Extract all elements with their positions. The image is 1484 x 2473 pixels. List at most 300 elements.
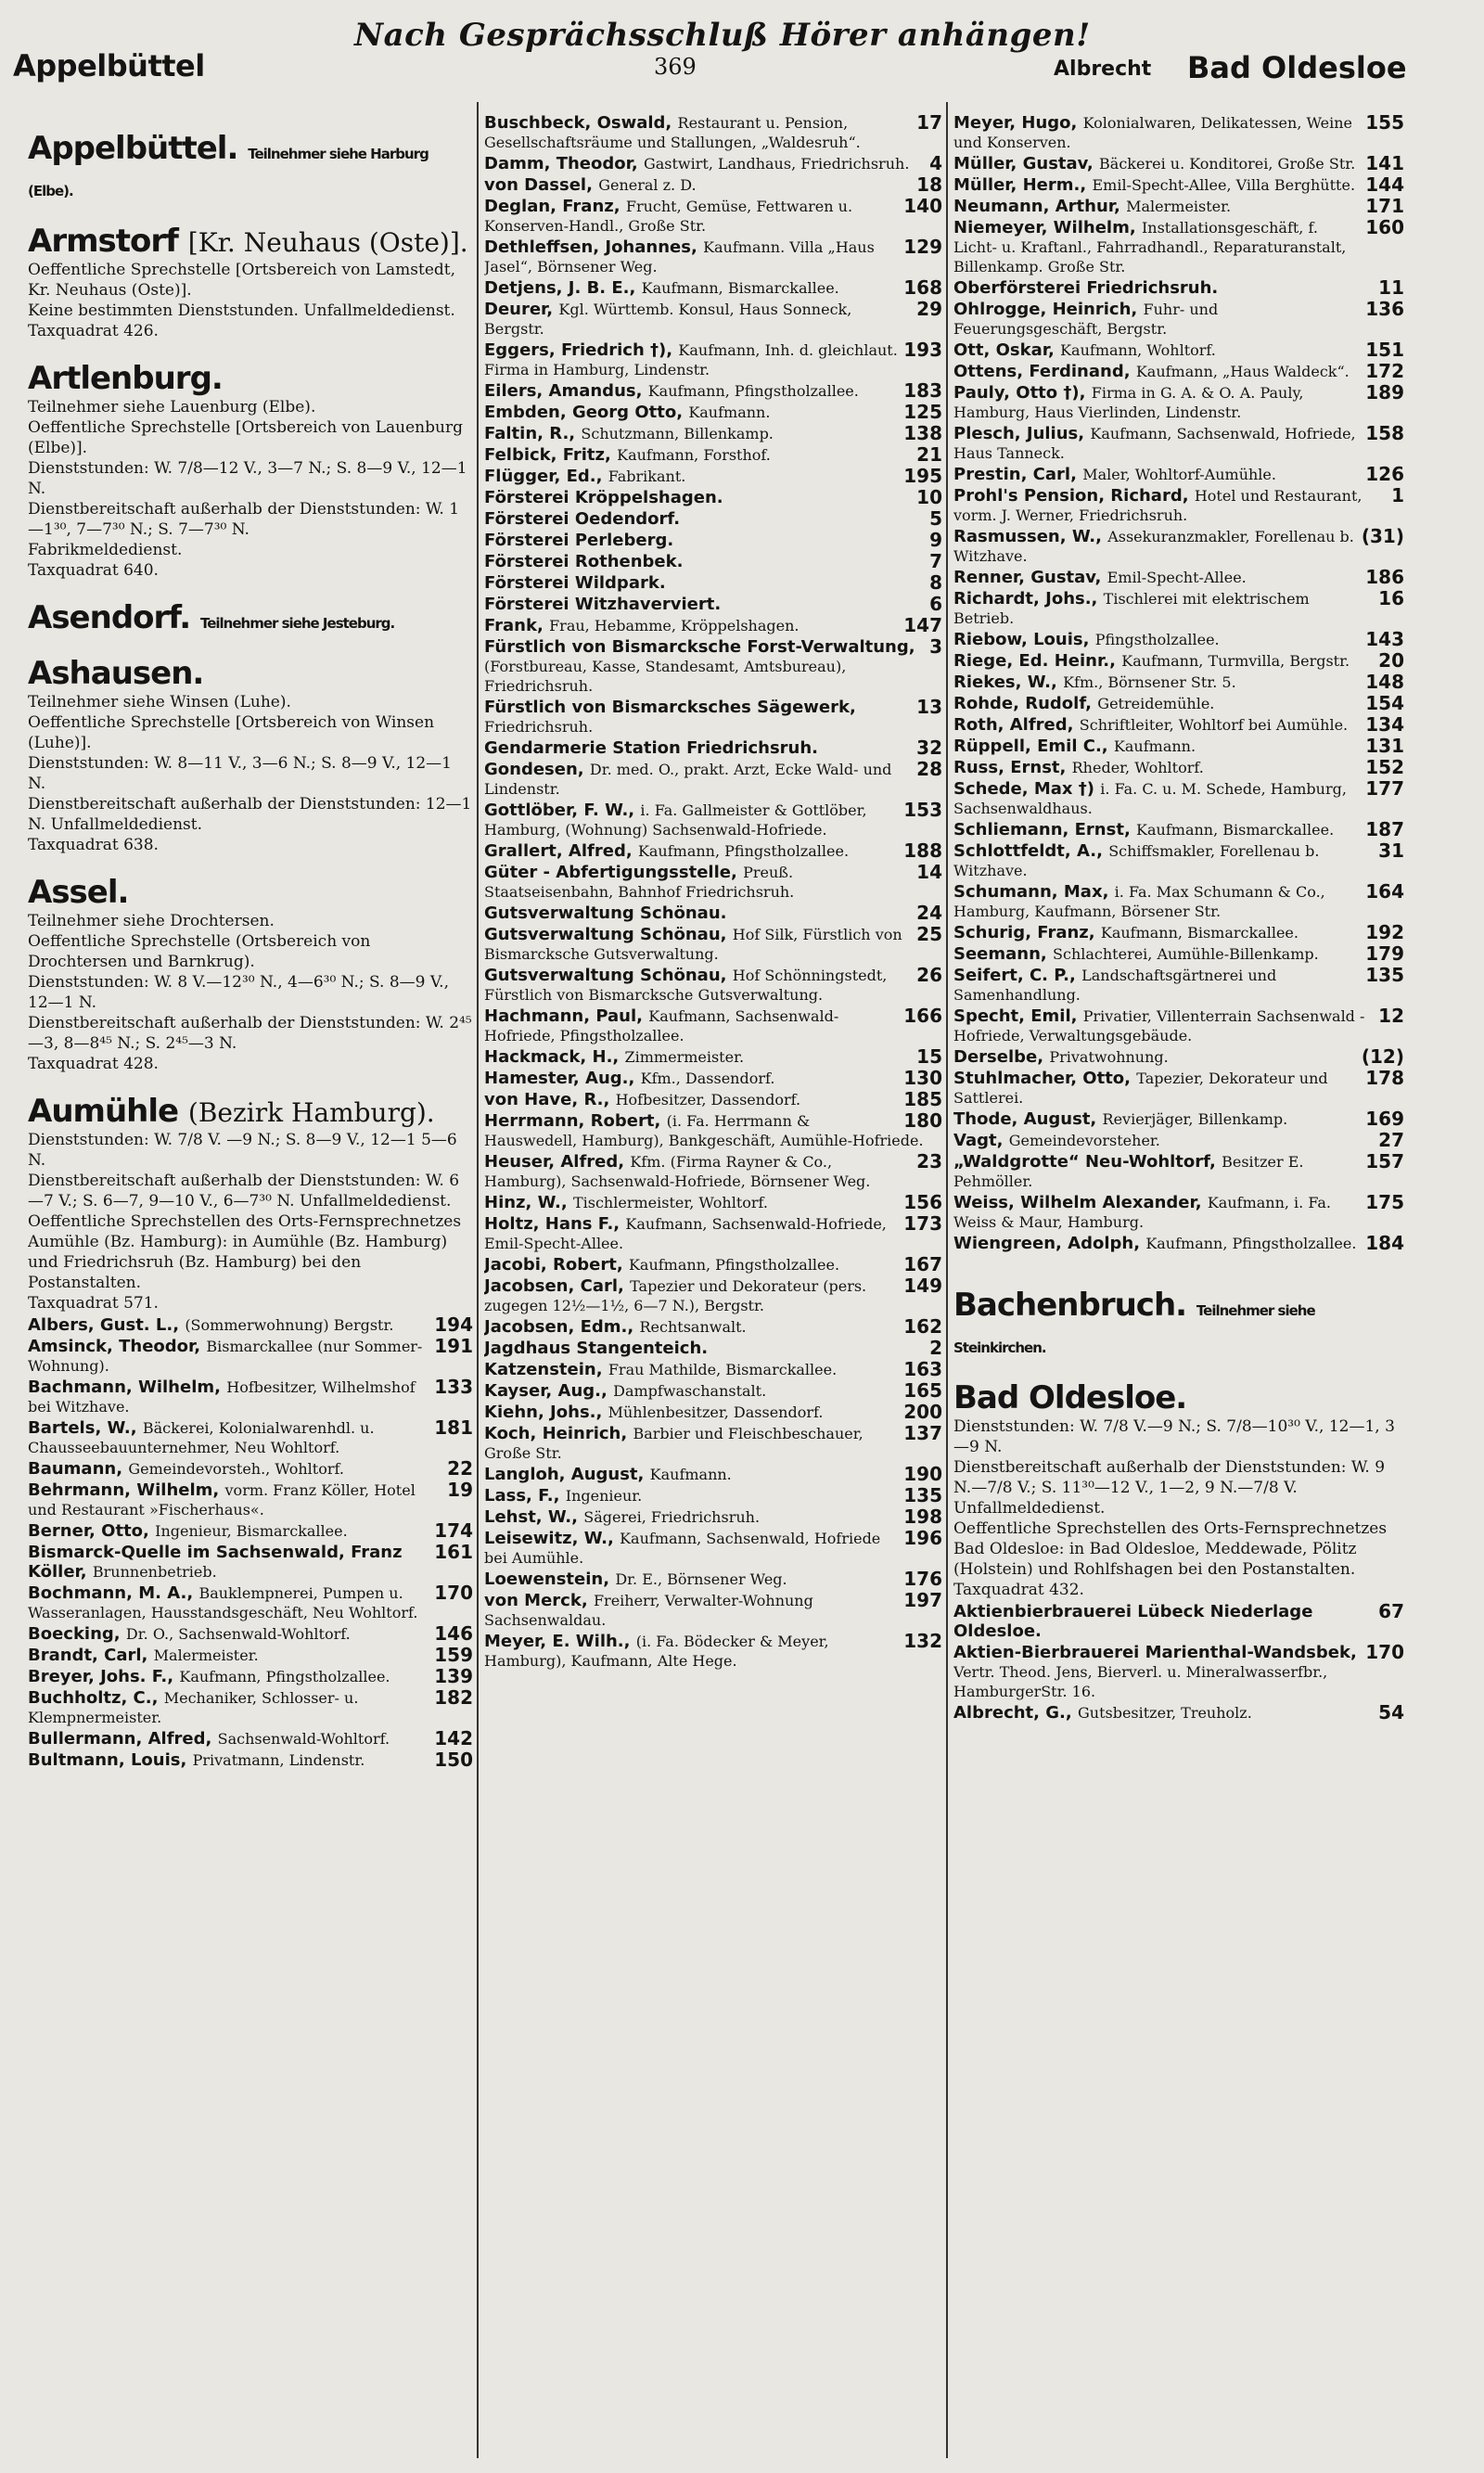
subscriber-name: Försterei Witzhaverviert. [484, 595, 722, 614]
subscriber-details: Kaufmann, Pfingstholzallee. [179, 1668, 390, 1685]
phone-number: 177 [1365, 777, 1404, 800]
phone-number: 181 [434, 1416, 473, 1439]
subscriber-entry [953, 568, 1404, 587]
subscriber-entry [953, 694, 1404, 713]
phone-number: 148 [1365, 671, 1404, 693]
place-name [953, 1287, 1404, 1361]
subscriber-name: Lehst, W., [484, 1507, 584, 1527]
subscriber-entry [953, 1069, 1404, 1108]
place-name [28, 599, 473, 636]
place-info-line: Oeffentliche Sprechstelle [Ortsbereich von Lauenburg (Elbe)]. [28, 418, 463, 457]
subscriber-name: Gendarmerie Station Friedrichsruh. [484, 738, 818, 758]
phone-number: 171 [1365, 195, 1404, 217]
phone-number: 15 [916, 1045, 942, 1068]
subscriber-entry [484, 531, 942, 550]
subscriber-name: Gondesen, [484, 760, 590, 779]
column-3 [953, 111, 1404, 1724]
subscriber-name: Rüppell, Emil C., [953, 737, 1114, 756]
subscriber-entry [953, 340, 1404, 360]
phone-number: 28 [916, 758, 942, 780]
phone-number: 24 [916, 902, 942, 924]
phone-number: 184 [1365, 1232, 1404, 1254]
subscriber-details: Gutsbesitzer, Treuholz. [1077, 1704, 1252, 1722]
phone-number: 140 [903, 195, 942, 217]
subscriber-entry [484, 1090, 942, 1109]
phone-number: 161 [434, 1541, 473, 1563]
subscriber-entry [484, 1529, 942, 1568]
subscriber-details: Frau, Hebamme, Kröppelshagen. [549, 617, 800, 634]
phone-number: 162 [903, 1315, 942, 1338]
subscriber-entry [953, 424, 1404, 463]
subscriber-entry [28, 1480, 473, 1519]
place-info-line: Dienststunden: W. 7/8—12 V., 3—7 N.; S. 8—9 V., 12—1 N. [28, 459, 467, 498]
subscriber-details: Pfingstholzallee. [1094, 631, 1220, 648]
subscriber-entry [953, 966, 1404, 1005]
subscriber-details: Kaufmann, Pfingstholzallee. [647, 382, 859, 400]
subscriber-details: Gastwirt, Landhaus, Friedrichsruh. [643, 155, 910, 173]
subscriber-entry [484, 300, 942, 339]
subscriber-details: Bismarckallee (nur Sommer-Wohnung). [28, 1338, 423, 1375]
subscriber-name: Försterei Wildpark. [484, 573, 666, 593]
subscriber-details: Schlachterei, Aumühle-Billenkamp. [1053, 945, 1319, 963]
subscriber-name: Buchholtz, C., [28, 1688, 164, 1708]
subscriber-name: Gottlöber, F. W., [484, 801, 641, 820]
phone-number: 27 [1378, 1129, 1404, 1151]
phone-number: 156 [903, 1191, 942, 1213]
subscriber-details: Tischlerei mit elektrischem Betrieb. [953, 590, 1310, 627]
subscriber-details: Schriftleiter, Wohltorf bei Aumühle. [1079, 716, 1349, 734]
place-info-line: Teilnehmer siehe Lauenburg (Elbe). [28, 398, 316, 416]
subscriber-name: Baumann, [28, 1459, 129, 1479]
phone-number: 160 [1365, 216, 1404, 238]
phone-number: 180 [903, 1109, 942, 1132]
subscriber-name: Detjens, J. B. E., [484, 278, 642, 298]
place-info-line: Oeffentliche Sprechstellen des Orts-Fernsprechnetzes Aumühle (Bz. Hamburg): in Aumühle (Bz. Hamburg) und Friedrichsruh (Bz. Hamburg) bei den Postanstalten. [28, 1212, 462, 1292]
subscriber-entry [28, 1543, 473, 1582]
subscriber-details: Freiherr, Verwalter-Wohnung Sachsenwaldau. [484, 1592, 813, 1629]
subscriber-name: Pauly, Otto †), [953, 383, 1092, 403]
subscriber-name: Jacobi, Robert, [484, 1255, 629, 1275]
page-number: 369 [654, 54, 697, 80]
place-name-text: Aumühle [28, 1093, 188, 1130]
subscriber-name: Frank, [484, 616, 550, 635]
phone-number: 126 [1365, 463, 1404, 485]
phone-number: 146 [434, 1622, 473, 1645]
subscriber-details: Bauklempnerei, Pumpen u. Wasseranlagen, Hausstandsgeschäft, Neu Wohltorf. [28, 1584, 418, 1621]
subscriber-entry [953, 527, 1404, 566]
phone-number: 26 [916, 964, 942, 986]
subscriber-name: Försterei Perleberg. [484, 531, 674, 550]
subscriber-details: Barbier und Fleischbeschauer, Große Str. [484, 1425, 864, 1462]
subscriber-details: Malermeister. [153, 1647, 259, 1664]
subscriber-entry [484, 966, 942, 1005]
subscriber-name: Hackmack, H., [484, 1047, 625, 1067]
subscriber-name: Försterei Oedendorf. [484, 509, 681, 529]
subscriber-details: Kaufmann, Sachsenwald, Hofriede, Haus Tanneck. [953, 425, 1356, 462]
subscriber-name: Dethleffsen, Johannes, [484, 237, 704, 257]
phone-number: 2 [929, 1337, 942, 1359]
subscriber-entry [484, 1632, 942, 1671]
subscriber-entry [484, 1255, 942, 1275]
place-info-line: Oeffentliche Sprechstellen des Orts-Fernsprechnetzes Bad Oldesloe: in Bad Oldesloe, Meddewade, Pölitz (Holstein) und Rohlfshagen bei den Postanstalten. [953, 1519, 1388, 1579]
subscriber-entry [953, 820, 1404, 839]
section-gap [953, 1255, 1404, 1268]
subscriber-entry [484, 340, 942, 379]
phone-number: 153 [903, 799, 942, 821]
subscriber-name: Behrmann, Wilhelm, [28, 1480, 225, 1500]
phone-number: 168 [903, 276, 942, 299]
subscriber-details: Kfm., Dassendorf. [640, 1070, 775, 1087]
phone-number: 8 [929, 571, 942, 594]
subscriber-details: Dampfwaschanstalt. [613, 1382, 767, 1400]
subscriber-name: Langloh, August, [484, 1465, 650, 1484]
place-info-line: Dienstbereitschaft außerhalb der Dienststunden: W. 6—7 V.; S. 6—7, 9—10 V., 6—7³⁰ N. Unfallmeldedienst. [28, 1172, 460, 1211]
phone-number: 175 [1365, 1191, 1404, 1213]
phone-number: 165 [903, 1379, 942, 1402]
subscriber-name: Renner, Gustav, [953, 568, 1107, 587]
phone-number: 150 [434, 1749, 473, 1771]
subscriber-details: Firma in G. A. & O. A. Pauly, Hamburg, Haus Vierlinden, Lindenstr. [953, 384, 1304, 421]
subscriber-entry [28, 1315, 473, 1335]
subscriber-details: Frau Mathilde, Bismarckallee. [608, 1361, 838, 1378]
phone-number: 196 [903, 1527, 942, 1549]
subscriber-name: Deurer, [484, 300, 559, 319]
phone-number: 136 [1365, 298, 1404, 320]
place-info-line: Dienstbereitschaft außerhalb der Dienststunden: W. 1—1³⁰, 7—7³⁰ N.; S. 7—7³⁰ N. [28, 500, 460, 539]
subscriber-entry [28, 1377, 473, 1416]
place-info-line: Dienststunden: W. 8—11 V., 3—6 N.; S. 8—9 V., 12—1 N. [28, 754, 452, 793]
phone-number: 194 [434, 1313, 473, 1336]
subscriber-entry [953, 1643, 1404, 1701]
subscriber-details: Kaufmann. Villa „Haus Jasel“, Börnsener Weg. [484, 238, 875, 275]
subscriber-name: Schlottfeldt, A., [953, 841, 1109, 861]
header-right-title: Bad Oldesloe [1187, 50, 1407, 85]
subscriber-name: Schliemann, Ernst, [953, 820, 1137, 839]
subscriber-details: Hofbesitzer, Wilhelmshof bei Witzhave. [28, 1378, 416, 1416]
subscriber-entry [28, 1337, 473, 1376]
subscriber-details: Getreidemühle. [1097, 695, 1215, 712]
phone-number: 158 [1365, 422, 1404, 444]
phone-number: 135 [1365, 964, 1404, 986]
subscriber-name: Bochmann, M. A., [28, 1583, 199, 1603]
place-info-line: Fabrikmeldedienst. [28, 541, 183, 559]
subscriber-name: Weiss, Wilhelm Alexander, [953, 1193, 1208, 1212]
subscriber-name: Niemeyer, Wilhelm, [953, 218, 1142, 237]
subscriber-name: Riege, Ed. Heinr., [953, 651, 1122, 671]
place-name-text: Appelbüttel. [28, 130, 249, 167]
place-name-sub: (Bezirk Hamburg). [187, 1097, 435, 1128]
phone-number: 21 [916, 443, 942, 466]
place-name-text: Ashausen. [28, 655, 204, 692]
phone-number: 142 [434, 1727, 473, 1749]
subscriber-details: Kaufmann, Sachsenwald-Hofriede, Emil-Specht-Allee. [484, 1215, 887, 1252]
place-info-line: Taxquadrat 571. [28, 1294, 159, 1313]
phone-number: 189 [1365, 381, 1404, 404]
place-block [28, 360, 473, 581]
subscriber-details: Kolonialwaren, Delikatessen, Weine und Konserven. [953, 114, 1352, 151]
place-name [28, 130, 473, 204]
subscriber-details: Mühlenbesitzer, Dassendorf. [608, 1403, 824, 1421]
subscriber-entry [28, 1667, 473, 1686]
place-block [28, 130, 473, 204]
subscriber-entry [953, 383, 1404, 422]
place-name-text: Bachenbruch. [953, 1287, 1196, 1324]
subscriber-name: Albers, Gust. L., [28, 1315, 186, 1335]
subscriber-name: Thode, August, [953, 1109, 1103, 1129]
subscriber-name: Meyer, Hugo, [953, 113, 1083, 133]
subscriber-name: Amsinck, Theodor, [28, 1337, 207, 1356]
phone-number: 54 [1378, 1701, 1404, 1723]
subscriber-entry [484, 738, 942, 758]
subscriber-details: Installationsgeschäft, f. Licht- u. Kraftanl., Fahrradhandl., Reparaturanstalt, Billenkamp. Große Str. [953, 219, 1347, 275]
place-block [953, 1287, 1404, 1361]
subscriber-details: Revierjäger, Billenkamp. [1102, 1110, 1288, 1128]
place-info-line: Teilnehmer siehe Drochtersen. [28, 912, 275, 930]
subscriber-name: Rasmussen, W., [953, 527, 1108, 546]
subscriber-entry [28, 1418, 473, 1457]
subscriber-details: Bäckerei u. Konditorei, Große Str. [1099, 155, 1356, 173]
place-block [28, 599, 473, 636]
subscriber-entry [484, 925, 942, 964]
subscriber-entry [953, 154, 1404, 173]
subscriber-entry [484, 760, 942, 799]
subscriber-entry [484, 488, 942, 507]
subscriber-name: Koch, Heinrich, [484, 1424, 633, 1443]
phone-number: 169 [1365, 1108, 1404, 1130]
column-rule [946, 102, 948, 2458]
subscriber-details: Kaufmann, Pfingstholzallee. [1145, 1235, 1357, 1252]
subscriber-details: Besitzer E. Pehmöller. [953, 1153, 1304, 1190]
subscriber-entry [953, 362, 1404, 381]
subscriber-entry [484, 1360, 942, 1379]
subscriber-entry [484, 1570, 942, 1589]
phone-number: 192 [1365, 921, 1404, 943]
subscriber-name: Bachmann, Wilhelm, [28, 1377, 227, 1397]
place-info-line: Oeffentliche Sprechstelle [Ortsbereich von Lamstedt, Kr. Neuhaus (Oste)]. [28, 261, 456, 300]
subscriber-name: Fürstlich von Bismarcksches Sägewerk, [484, 698, 856, 717]
subscriber-name: Ohlrogge, Heinrich, [953, 300, 1144, 319]
subscriber-name: Buschbeck, Oswald, [484, 113, 678, 133]
subscriber-details: Rheder, Wohltorf. [1071, 759, 1204, 776]
subscriber-entry [484, 237, 942, 276]
subscriber-entry [28, 1521, 473, 1541]
subscriber-entry [953, 465, 1404, 484]
subscriber-details: Sägerei, Friedrichsruh. [583, 1508, 761, 1526]
subscriber-entry [484, 1193, 942, 1212]
column-1 [28, 111, 473, 1772]
place-info-line: Teilnehmer siehe Winsen (Luhe). [28, 693, 291, 711]
phone-number: 134 [1365, 713, 1404, 736]
phone-number: 191 [434, 1335, 473, 1357]
place-name [28, 874, 473, 911]
subscriber-entry [484, 509, 942, 529]
subscriber-name: Loewenstein, [484, 1570, 616, 1589]
place-info-line: Oeffentliche Sprechstelle [Ortsbereich von Winsen (Luhe)]. [28, 713, 435, 752]
subscriber-details: Brunnenbetrieb. [92, 1563, 217, 1581]
subscriber-name: Derselbe, [953, 1047, 1050, 1067]
phone-number: 17 [916, 111, 942, 134]
phone-number: 32 [916, 737, 942, 759]
subscriber-details: Tapezier und Dekorateur (pers. zugegen 12½—1½, 6—7 N.), Bergstr. [484, 1277, 867, 1314]
subscriber-entry [953, 1193, 1404, 1232]
subscriber-name: Neumann, Arthur, [953, 197, 1127, 216]
phone-number: 131 [1365, 735, 1404, 757]
phone-number: 190 [903, 1463, 942, 1485]
phone-number: 183 [903, 379, 942, 402]
place-note: Teilnehmer siehe Harburg (Elbe). [28, 146, 429, 199]
phone-number: 10 [916, 486, 942, 508]
subscriber-entry [953, 113, 1404, 152]
subscriber-entry [484, 197, 942, 236]
phone-number: 12 [1378, 1005, 1404, 1027]
subscriber-name: Aktien-Bierbrauerei Marienthal-Wandsbek, [953, 1643, 1357, 1662]
subscriber-details: Malermeister. [1126, 198, 1232, 215]
phone-number: 186 [1365, 566, 1404, 588]
subscriber-entry [953, 758, 1404, 777]
phone-number: 170 [1365, 1641, 1404, 1663]
subscriber-entry [484, 841, 942, 861]
subscriber-entry [953, 1131, 1404, 1150]
subscriber-entry [28, 1459, 473, 1479]
phone-number: 152 [1365, 756, 1404, 778]
subscriber-entry [484, 595, 942, 614]
header-left-keyword: Appelbüttel [13, 48, 205, 83]
place-name [28, 655, 473, 692]
subscriber-details: Bäckerei, Kolonialwarenhdl. u. Chausseebauunternehmer, Neu Wohltorf. [28, 1419, 375, 1456]
phone-number: 193 [903, 339, 942, 361]
phone-number: 133 [434, 1376, 473, 1398]
subscriber-details: Landschaftsgärtnerei und Samenhandlung. [953, 967, 1277, 1004]
subscriber-entry [953, 715, 1404, 735]
subscriber-entry [484, 801, 942, 839]
subscriber-details: Kaufmann. [649, 1466, 732, 1483]
place-name [953, 1379, 1404, 1416]
subscriber-name: Grallert, Alfred, [484, 841, 638, 861]
phone-number: 155 [1365, 111, 1404, 134]
column-rule [477, 102, 479, 2458]
subscriber-name: Plesch, Julius, [953, 424, 1091, 443]
subscriber-entry [953, 1703, 1404, 1723]
phone-number: 195 [903, 465, 942, 487]
phone-number: 1 [1391, 484, 1404, 506]
phone-number: 135 [903, 1484, 942, 1506]
subscriber-details: Vertr. Theod. Jens, Bierverl. u. Mineralwasserfbr., HamburgerStr. 16. [953, 1663, 1328, 1700]
subscriber-entry [953, 923, 1404, 942]
place-block [953, 1379, 1404, 1600]
subscriber-details: vorm. Franz Köller, Hotel und Restaurant »Fischerhaus«. [28, 1481, 416, 1518]
phone-number: 197 [903, 1589, 942, 1611]
phone-number: 3 [929, 635, 942, 658]
subscriber-name: von Have, R., [484, 1090, 616, 1109]
subscriber-details: i. Fa. C. u. M. Schede, Hamburg, Sachsenwaldhaus. [953, 780, 1347, 817]
subscriber-entry [953, 1047, 1404, 1067]
place-name [28, 223, 473, 260]
subscriber-entry [484, 1276, 942, 1315]
subscriber-entry [484, 1591, 942, 1630]
header-right-keyword: Albrecht [1054, 58, 1152, 81]
subscriber-details: Emil-Specht-Allee, Villa Berghütte. [1092, 176, 1356, 194]
place-note: Teilnehmer siehe Jesteburg. [199, 615, 395, 632]
subscriber-details: (Forstbureau, Kasse, Standesamt, Amtsbureau), Friedrichsruh. [484, 658, 847, 695]
subscriber-entry [484, 175, 942, 195]
subscriber-entry [484, 616, 942, 635]
subscriber-details: Assekuranzmakler, Forellenau b. Witzhave. [953, 528, 1354, 565]
subscriber-name: Hamester, Aug., [484, 1069, 641, 1088]
subscriber-entry [484, 403, 942, 422]
subscriber-entry [953, 779, 1404, 818]
subscriber-name: Stuhlmacher, Otto, [953, 1069, 1137, 1088]
subscriber-name: Eilers, Amandus, [484, 381, 648, 401]
subscriber-name: von Merck, [484, 1591, 594, 1610]
phone-number: 14 [916, 861, 942, 883]
subscriber-name: Specht, Emil, [953, 1006, 1083, 1026]
phone-number: 141 [1365, 152, 1404, 174]
subscriber-details: Kaufmann, Bismarckallee. [641, 279, 839, 297]
phone-number: 157 [1365, 1150, 1404, 1172]
phone-number: 11 [1378, 276, 1404, 299]
subscriber-name: Riebow, Louis, [953, 630, 1095, 649]
subscriber-details: Friedrichsruh. [484, 718, 594, 736]
subscriber-entry [28, 1646, 473, 1665]
subscriber-details: Hofbesitzer, Dassendorf. [615, 1091, 801, 1108]
subscriber-entry [484, 552, 942, 571]
subscriber-name: Jagdhaus Stangenteich. [484, 1339, 709, 1358]
subscriber-details: Emil-Specht-Allee. [1107, 569, 1247, 586]
subscriber-name: Hachmann, Paul, [484, 1006, 649, 1026]
subscriber-details: Kaufmann, Bismarckallee. [1100, 924, 1298, 942]
subscriber-entry [953, 882, 1404, 921]
subscriber-name: Oberförsterei Friedrichsruh. [953, 278, 1219, 298]
subscriber-details: Sachsenwald-Wohltorf. [217, 1730, 390, 1748]
subscriber-details: Rechtsanwalt. [639, 1318, 747, 1336]
phone-number: 13 [916, 696, 942, 718]
phone-number: 170 [434, 1582, 473, 1604]
phone-number: 143 [1365, 628, 1404, 650]
subscriber-name: Roth, Alfred, [953, 715, 1080, 735]
subscriber-name: Bullermann, Alfred, [28, 1729, 218, 1749]
subscriber-details: Tischlermeister, Wohltorf. [572, 1194, 768, 1211]
subscriber-entry [484, 637, 942, 696]
phone-number: 164 [1365, 880, 1404, 903]
subscriber-entry [484, 1111, 942, 1150]
subscriber-name: Bultmann, Louis, [28, 1750, 193, 1770]
place-info-line: Taxquadrat 426. [28, 322, 159, 340]
phone-number: 31 [1378, 839, 1404, 862]
phone-number: 172 [1365, 360, 1404, 382]
subscriber-details: Kaufmann, Pfingstholzallee. [628, 1256, 840, 1274]
subscriber-name: von Dassel, [484, 175, 599, 195]
subscriber-details: Schiffsmakler, Forellenau b. Witzhave. [953, 842, 1320, 879]
subscriber-entry [953, 737, 1404, 756]
phone-number: 125 [903, 401, 942, 423]
subscriber-details: Maler, Wohltorf-Aumühle. [1082, 466, 1276, 483]
phone-number: 129 [903, 236, 942, 258]
subscriber-name: Jacobsen, Carl, [484, 1276, 631, 1296]
phone-number: 138 [903, 422, 942, 444]
subscriber-name: Richardt, Johs., [953, 589, 1104, 609]
place-name [28, 360, 473, 397]
column-2 [484, 111, 942, 1672]
subscriber-name: Seemann, [953, 944, 1054, 964]
place-info-line: Taxquadrat 640. [28, 561, 159, 580]
subscriber-name: Breyer, Johs. F., [28, 1667, 180, 1686]
subscriber-entry [484, 863, 942, 902]
place-name-text: Armstorf [28, 223, 188, 260]
place-info-line: Oeffentliche Sprechstelle (Ortsbereich von Drochtersen und Barnkrug). [28, 932, 371, 971]
subscriber-details: Kaufmann, Pfingstholzallee. [637, 842, 850, 860]
place-info-line: Dienstbereitschaft außerhalb der Dienststunden: W. 9 N.—7/8 V.; S. 11³⁰—12 V., 1—2, 9 N.—7/8 V. Unfallmeldedienst. [953, 1458, 1386, 1518]
subscriber-name: Müller, Herm., [953, 175, 1093, 195]
